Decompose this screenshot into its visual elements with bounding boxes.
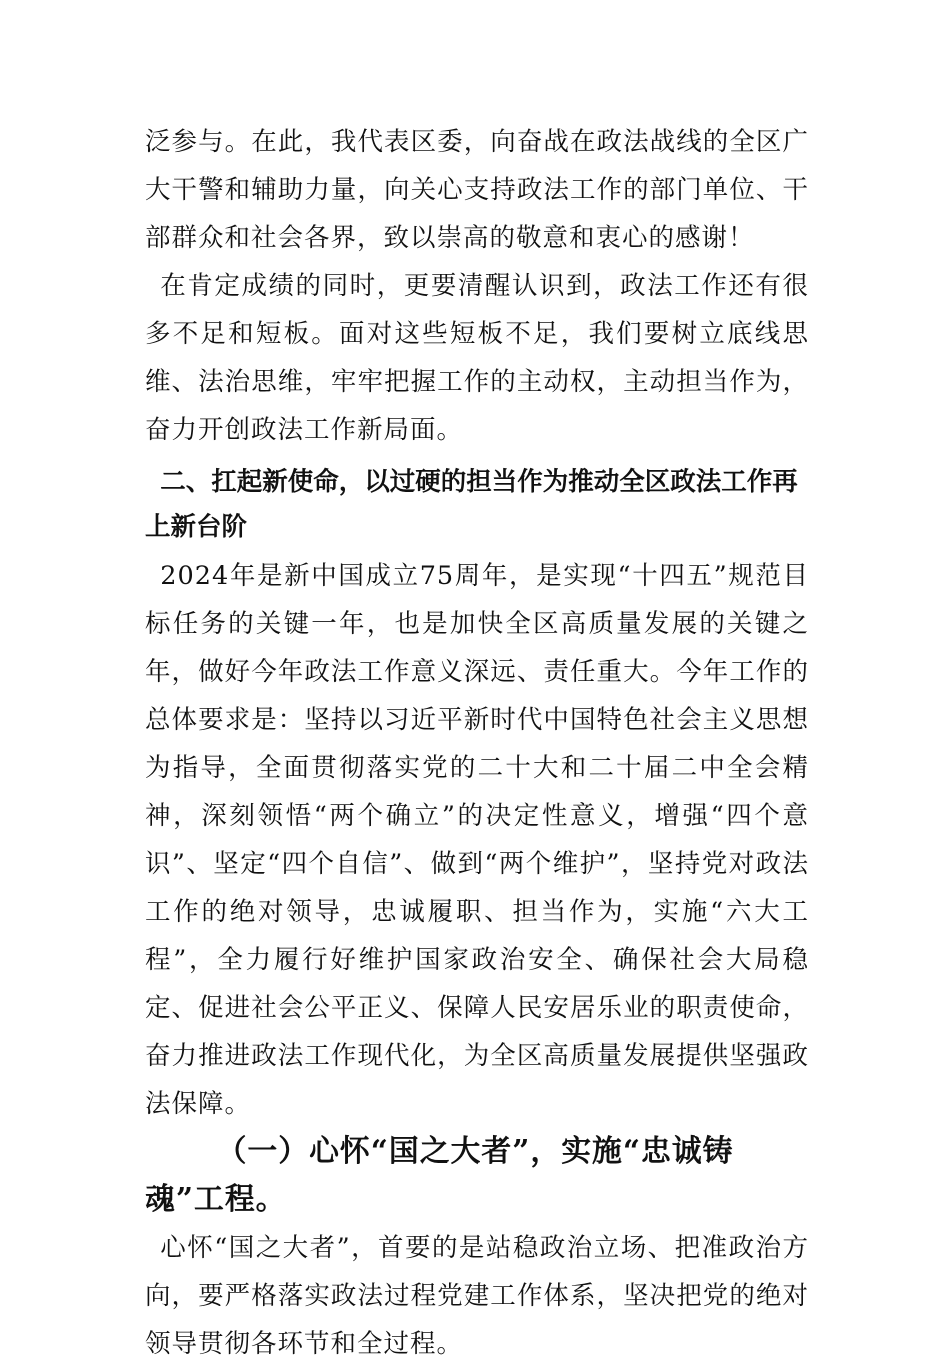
paragraph-2024-requirements: 2024年是新中国成立75周年，是实现“十四五”规范目标任务的关键一年，也是加快全区高质量发展的关键之年，做好今年政法工作意义深远、责任重大。今年工作的总体要求是：坚持以习近平新时代中国特色社会主义思想为指导，全面贯彻落实党的二十大和二十届二中全会精神，深刻领悟“两个确立”的决定性意义，增强“四个意识”、坚定“四个自信”、做到“两个维护”，坚持党对政法工作的绝对领导，忠诚履职、担当作为，实施“六大工程”，全力履行好维护国家政治安全、确保社会大局稳定、促进社会公平正义、保障人民安居乐业的职责使命，奋力推进政法工作现代化，为全区高质量发展提供坚强政法保障。 bbox=[145, 561, 809, 1119]
paragraph-political-stance: 心怀“国之大者”，首要的是站稳政治立场、把准政治方向，要严格落实政法过程党建工作体系，坚决把党的绝对领导贯彻各环节和全过程。 bbox=[145, 1233, 809, 1359]
section-heading: 二、扛起新使命，以过硬的担当作为推动全区政法工作再上新台阶 bbox=[145, 467, 798, 542]
document-page bbox=[145, 118, 809, 1368]
subsection-heading: （一）心怀“国之大者”，实施“忠诚铸魂”工程。 bbox=[145, 1134, 734, 1217]
paragraph-shortcomings: 在肯定成绩的同时，更要清醒认识到，政法工作还有很多不足和短板。面对这些短板不足，我们要树立底线思维、法治思维，牢牢把握工作的主动权，主动担当作为，奋力开创政法工作新局面。 bbox=[145, 271, 809, 445]
paragraph-thanks: 泛参与。在此，我代表区委，向奋战在政法战线的全区广大干警和辅助力量，向关心支持政法工作的部门单位、干部群众和社会各界，致以崇高的敬意和衷心的感谢！ bbox=[145, 127, 809, 253]
